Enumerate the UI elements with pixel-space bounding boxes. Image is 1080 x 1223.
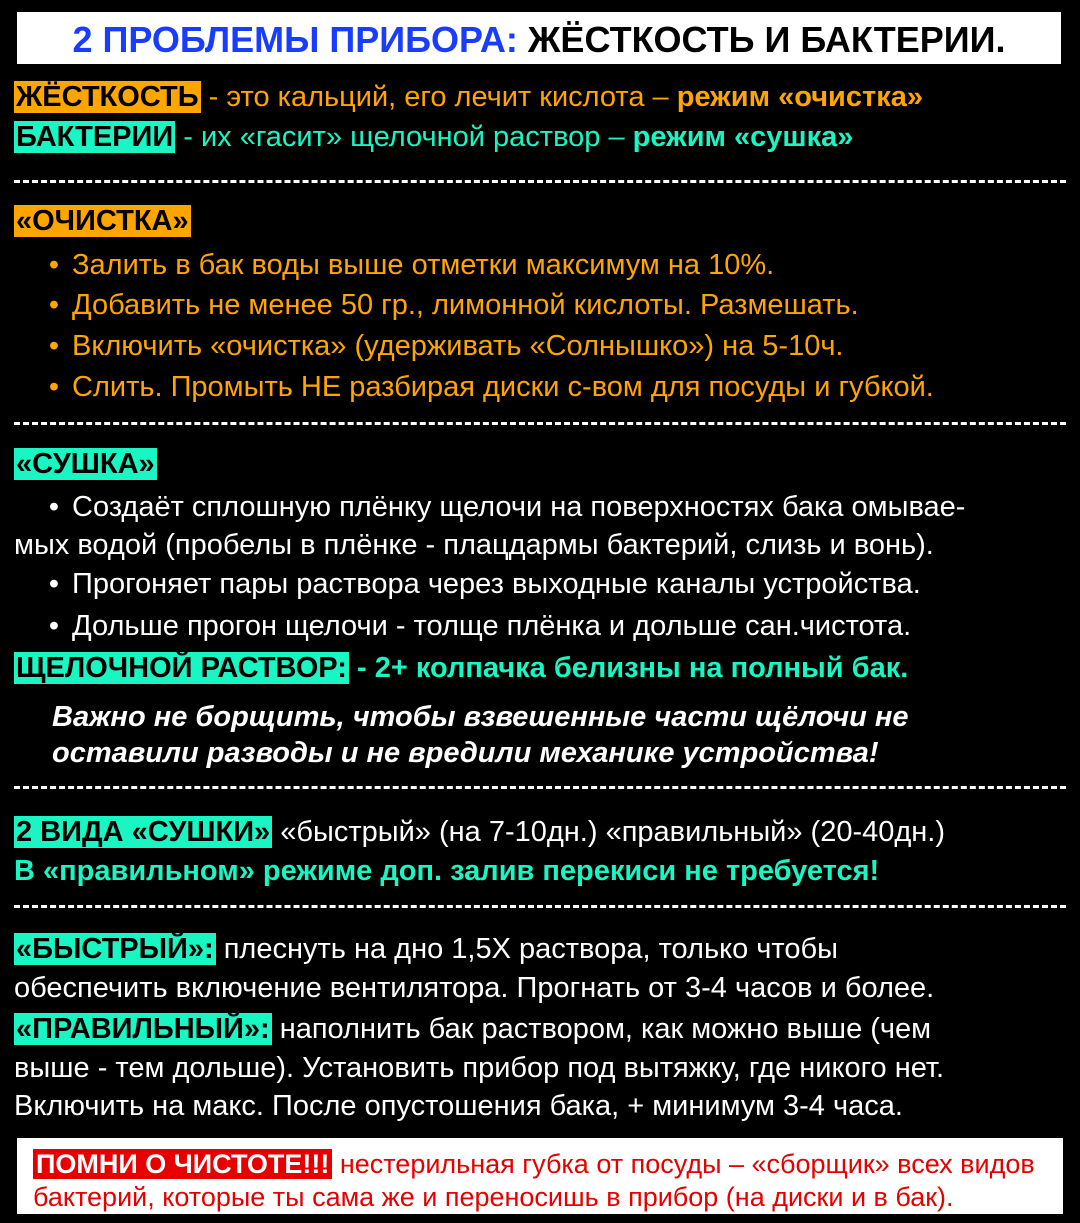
- hardness-mode: режим «очистка»: [676, 81, 923, 113]
- list-item-continued: мых водой (пробелы в плёнке - плацдармы бактерий, слизь и вонь).: [14, 529, 934, 561]
- list-item: [40, 608, 911, 644]
- list-item-text: Добавить не менее 50 гр., лимонной кислоты. Размешать.: [72, 289, 859, 321]
- right-label: «ПРАВИЛЬНЫЙ»:: [16, 1013, 270, 1045]
- hardness-label: ЖЁСТКОСТЬ: [16, 81, 199, 113]
- types-label: 2 ВИДА «СУШКИ»: [16, 816, 271, 848]
- reminder-label: ПОМНИ О ЧИСТОТЕ!!!: [33, 1149, 332, 1179]
- list-item: [40, 369, 934, 405]
- reminder-line2: бактерий, которые ты сама же и переносишь в прибор (на диски и в бак).: [33, 1182, 954, 1212]
- list-item-text: Включить «очистка» (удерживать «Солнышко») на 5-10ч.: [72, 330, 844, 362]
- title-part2: ЖЁСТКОСТЬ И БАКТЕРИИ.: [527, 19, 1006, 60]
- cleaning-heading: «ОЧИСТКА»: [16, 205, 189, 237]
- right-line2: выше - тем дольше). Установить прибор под вытяжку, где никого нет.: [14, 1052, 945, 1084]
- list-item-text: Прогоняет пары раствора через выходные каналы устройства.: [72, 568, 921, 600]
- fast-line2: обеспечить включение вентилятора. Прогнать от 3-4 часов и более.: [14, 972, 935, 1004]
- bullet-icon: •: [48, 289, 60, 321]
- bacteria-text: - их «гасит» щелочной раствор –: [175, 121, 633, 153]
- page-title: [17, 12, 1061, 64]
- divider: [14, 422, 1066, 425]
- list-item-text: Слить. Промыть НЕ разбирая диски с-вом для посуды и губкой.: [72, 371, 934, 403]
- solution-label: ЩЕЛОЧНОЙ РАСТВОР:: [16, 652, 347, 684]
- list-item-text: Дольше прогон щелочи - толще плёнка и дольше сан.чистота.: [72, 610, 912, 642]
- cleaning-heading-line: [14, 203, 191, 239]
- solution-line: [14, 650, 908, 686]
- reminder-box: [17, 1138, 1063, 1214]
- list-item: [40, 247, 774, 283]
- list-item-text: Создаёт сплошную плёнку щелочи на поверхностях бака омывае-: [72, 491, 966, 523]
- warning-line1: Важно не борщить, чтобы взвешенные части щёлочи не: [52, 701, 909, 733]
- reminder-line1: [33, 1148, 1063, 1181]
- bullet-icon: •: [48, 330, 60, 362]
- warning-line2: оставили разводы и не вредили механике устройства!: [52, 737, 879, 769]
- list-item: [40, 566, 921, 602]
- list-item: [40, 287, 859, 323]
- types-line: [14, 814, 945, 850]
- drying-heading: «СУШКА»: [16, 448, 155, 480]
- intro-bacteria-line: [14, 119, 853, 155]
- intro-hardness-line: [14, 79, 923, 115]
- fast-text: плеснуть на дно 1,5Х раствора, только чтобы: [215, 933, 838, 965]
- bacteria-mode: режим «сушка»: [632, 121, 854, 153]
- solution-text: - 2+ колпачка белизны на полный бак.: [348, 652, 909, 684]
- bullet-icon: •: [48, 610, 60, 642]
- right-line3: Включить на макс. После опустошения бака, + минимум 3-4 часа.: [14, 1090, 903, 1122]
- right-text: наполнить бак раствором, как можно выше (чем: [271, 1013, 932, 1045]
- divider: [14, 180, 1066, 183]
- bullet-icon: •: [48, 249, 60, 281]
- list-item: [40, 328, 844, 364]
- title-part1: 2 ПРОБЛЕМЫ ПРИБОРА:: [72, 19, 518, 60]
- bullet-icon: •: [48, 371, 60, 403]
- fast-label: «БЫСТРЫЙ»:: [16, 933, 214, 965]
- types-note: В «правильном» режиме доп. залив перекиси не требуется!: [14, 855, 880, 887]
- bullet-icon: •: [48, 568, 60, 600]
- reminder-text: нестерильная губка от посуды – «сборщик» всех видов: [332, 1149, 1035, 1179]
- divider: [14, 786, 1066, 789]
- bacteria-label: БАКТЕРИИ: [16, 121, 174, 153]
- list-item: [40, 489, 965, 525]
- drying-heading-line: [14, 446, 157, 482]
- bullet-icon: •: [48, 491, 60, 523]
- fast-line1: [14, 931, 838, 967]
- list-item-text: Залить в бак воды выше отметки максимум на 10%.: [72, 249, 775, 281]
- types-text: «быстрый» (на 7-10дн.) «правильный» (20-40дн.): [272, 816, 946, 848]
- hardness-text: - это кальций, его лечит кислота –: [200, 81, 677, 113]
- right-line1: [14, 1011, 931, 1047]
- divider: [14, 905, 1066, 908]
